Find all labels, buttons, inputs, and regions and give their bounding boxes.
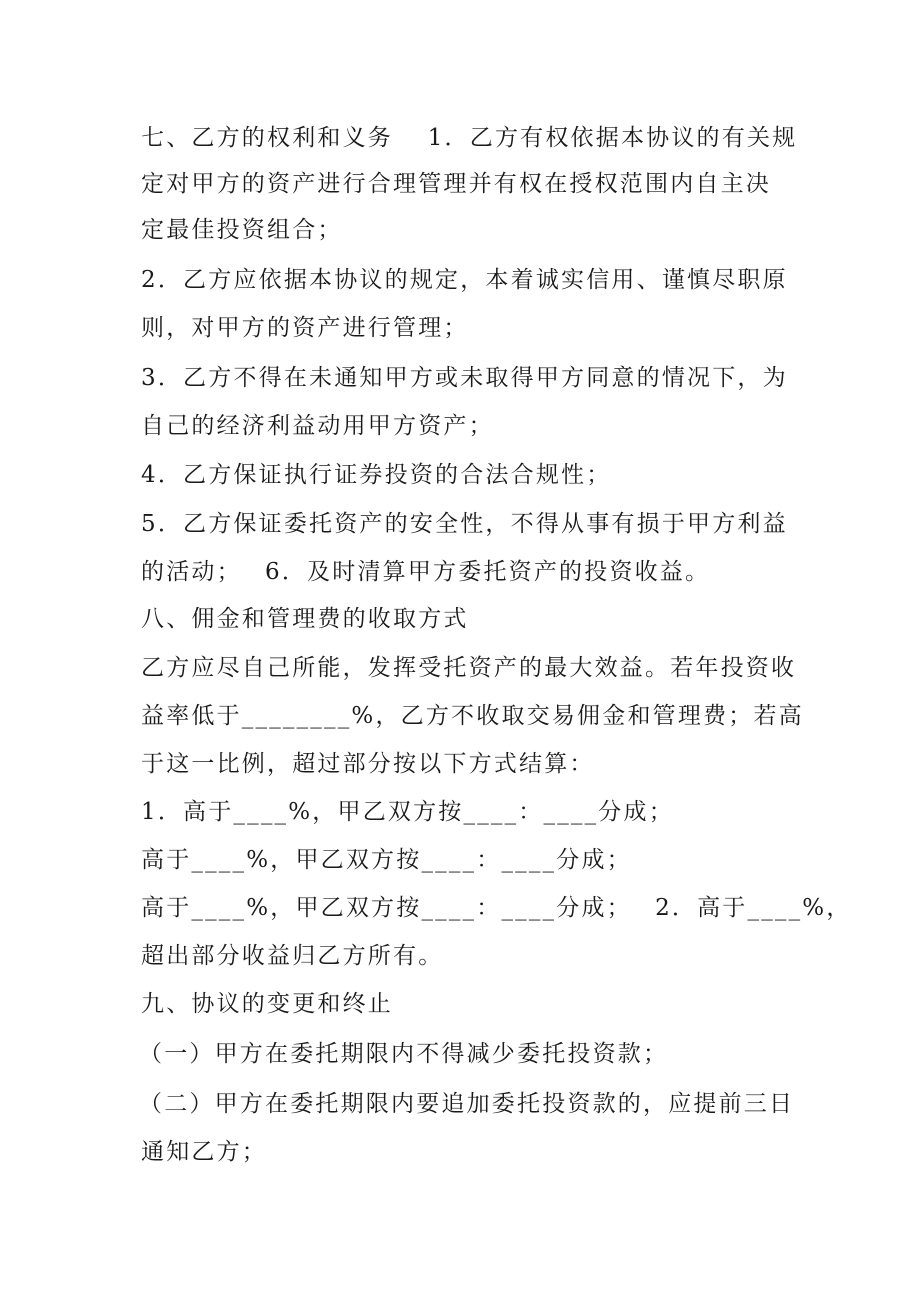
text-line: 1．高于____%，甲乙双方按____：____分成； [141, 799, 674, 825]
text-line: 定最佳投资组合； [141, 217, 343, 243]
text-line: 2．乙方应依据本协议的规定，本着诚实信用、谨慎尽职原 [141, 267, 788, 293]
text-line: 乙方应尽自己所能，发挥受托资产的最大效益。若年投资收 [141, 655, 797, 681]
text-line: （二）甲方在委托期限内要追加委托投资款的，应提前三日 [139, 1091, 795, 1117]
text-line: 高于____%，甲乙双方按____：____分成； [141, 847, 632, 873]
text-line: 3．乙方不得在未通知甲方或未取得甲方同意的情况下，为 [141, 365, 788, 391]
text-line: 自己的经济利益动用甲方资产； [141, 413, 494, 439]
text-line: 于这一比例，超过部分按以下方式结算： [141, 751, 595, 777]
text-line: 益率低于________%，乙方不收取交易佣金和管理费；若高 [141, 703, 804, 729]
text-line: 的活动； 6．及时清算甲方委托资产的投资收益。 [141, 559, 711, 585]
section-heading: 八、佣金和管理费的收取方式 [141, 606, 469, 632]
text-line: 超出部分收益归乙方所有。 [141, 943, 444, 969]
text-line: （一）甲方在委托期限内不得减少委托投资款； [139, 1041, 669, 1067]
text-line: 七、乙方的权利和义务 1．乙方有权依据本协议的有关规 [141, 125, 798, 151]
text-line: 5．乙方保证委托资产的安全性，不得从事有损于甲方利益 [141, 511, 788, 537]
text-line: 则，对甲方的资产进行管理； [141, 315, 469, 341]
text-line: 高于____%，甲乙双方按____：____分成； 2．高于____%， [141, 895, 852, 921]
section-heading: 九、协议的变更和终止 [141, 991, 393, 1017]
text-line: 通知乙方； [141, 1139, 267, 1165]
text-line: 4．乙方保证执行证券投资的合法合规性； [141, 462, 612, 488]
text-line: 定对甲方的资产进行合理管理并有权在授权范围内自主决 [141, 171, 771, 197]
